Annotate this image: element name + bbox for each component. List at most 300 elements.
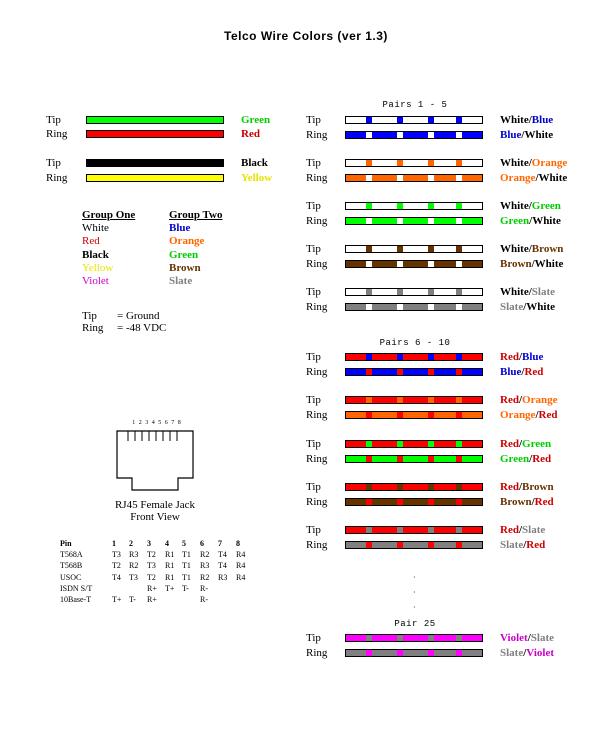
wire-stripe bbox=[397, 175, 403, 181]
ellipsis-dot: · bbox=[413, 573, 416, 582]
wire-stripe bbox=[428, 304, 434, 310]
slash: / bbox=[521, 366, 525, 378]
secondary-color-name: Brown bbox=[500, 496, 532, 508]
secondary-color-name: Brown bbox=[531, 243, 564, 255]
wire-stripe bbox=[456, 304, 462, 310]
wire-stripe bbox=[428, 261, 434, 267]
pin-table-cell: R4 bbox=[236, 550, 246, 560]
secondary-color-name: Slate bbox=[522, 524, 546, 536]
pin-table bbox=[60, 539, 260, 609]
slash: / bbox=[523, 301, 527, 313]
ring-label: Ring bbox=[306, 301, 328, 313]
wire-stripe bbox=[456, 456, 462, 462]
ring-label: Ring bbox=[46, 128, 68, 140]
wire-stripe bbox=[456, 261, 462, 267]
secondary-color-name: Orange bbox=[500, 409, 536, 421]
group-one-item: Yellow bbox=[82, 261, 114, 274]
secondary-color-name: Slate bbox=[500, 647, 524, 659]
ring-color-name bbox=[500, 366, 543, 378]
wire-stripe bbox=[428, 397, 434, 403]
pin-table-cell: T568B bbox=[60, 561, 83, 571]
wire-stripe bbox=[428, 246, 434, 252]
pin-table-cell: T1 bbox=[182, 561, 191, 571]
wire-stripe bbox=[366, 484, 372, 490]
striped-wire bbox=[345, 303, 483, 311]
pin-table-cell: R1 bbox=[165, 561, 175, 571]
primary-color-name: White bbox=[532, 215, 561, 227]
tip-label: Tip bbox=[46, 114, 61, 126]
wire-stripe bbox=[456, 527, 462, 533]
ring-label: Ring bbox=[306, 129, 328, 141]
wire-stripe bbox=[428, 484, 434, 490]
slash: / bbox=[528, 200, 532, 212]
group-one-item: Violet bbox=[82, 275, 109, 288]
wire-stripe bbox=[428, 160, 434, 166]
slash: / bbox=[528, 157, 532, 169]
wire-stripe bbox=[428, 412, 434, 418]
pair-25-header: Pair 25 bbox=[394, 619, 436, 629]
wire-stripe bbox=[456, 412, 462, 418]
page-title: Telco Wire Colors (ver 1.3) bbox=[224, 29, 388, 43]
primary-color-name: Red bbox=[500, 481, 519, 493]
wire-stripe bbox=[366, 117, 372, 123]
striped-wire bbox=[345, 649, 483, 657]
primary-color-name: Red bbox=[500, 351, 519, 363]
secondary-color-name: Green bbox=[500, 215, 530, 227]
striped-wire bbox=[345, 541, 483, 549]
wire-stripe bbox=[397, 499, 403, 505]
wire-stripe bbox=[428, 527, 434, 533]
pin-table-cell: R1 bbox=[165, 550, 175, 560]
pin-table-cell: R4 bbox=[236, 561, 246, 571]
wire-stripe bbox=[397, 304, 403, 310]
ring-label: Ring bbox=[306, 453, 328, 465]
ring-color-name: Yellow bbox=[241, 172, 273, 184]
secondary-color-name: Slate bbox=[500, 539, 524, 551]
pin-table-cell: R- bbox=[200, 583, 208, 593]
tip-label: Tip bbox=[306, 632, 321, 644]
pairs-1-5-header: Pairs 1 - 5 bbox=[382, 100, 448, 110]
secondary-color-name: Blue bbox=[531, 114, 554, 126]
striped-wire bbox=[345, 260, 483, 268]
wire-stripe bbox=[366, 289, 372, 295]
pin-table-cell: R3 bbox=[200, 561, 210, 571]
pin-table-cell: T568A bbox=[60, 550, 83, 560]
tip-color-name bbox=[500, 157, 567, 169]
ring-color-name bbox=[500, 647, 554, 659]
legend-label: Ring bbox=[82, 322, 104, 334]
wire-stripe bbox=[456, 246, 462, 252]
jack-caption-line1: RJ45 Female Jack bbox=[114, 499, 196, 511]
wire-stripe bbox=[366, 441, 372, 447]
ring-color-name bbox=[500, 453, 551, 465]
primary-color-name: White bbox=[500, 114, 529, 126]
secondary-color-name: Orange bbox=[531, 157, 568, 169]
striped-wire bbox=[345, 483, 483, 491]
wire-stripe bbox=[366, 456, 372, 462]
tip-color-name bbox=[500, 243, 563, 255]
wire-stripe bbox=[456, 175, 462, 181]
striped-wire bbox=[345, 455, 483, 463]
ring-label: Ring bbox=[306, 647, 328, 659]
legend-value: = Ground bbox=[117, 310, 160, 322]
ring-label: Ring bbox=[306, 366, 328, 378]
slash: / bbox=[518, 481, 523, 493]
tip-color-name bbox=[500, 114, 553, 126]
slash: / bbox=[523, 539, 527, 551]
wire-stripe bbox=[397, 542, 403, 548]
striped-wire bbox=[345, 174, 483, 182]
pin-table-cell: T3 bbox=[147, 561, 156, 571]
secondary-color-name: Slate bbox=[500, 301, 524, 313]
primary-color-name: White bbox=[500, 243, 529, 255]
ring-color-name bbox=[500, 409, 557, 421]
slash: / bbox=[518, 524, 523, 536]
tip-label: Tip bbox=[306, 351, 321, 363]
striped-wire bbox=[345, 498, 483, 506]
wire-stripe bbox=[456, 542, 462, 548]
wire-stripe bbox=[428, 203, 434, 209]
tip-color-name bbox=[500, 286, 555, 298]
slash: / bbox=[528, 114, 532, 126]
group-two-item: Brown bbox=[169, 261, 201, 274]
ring-wire bbox=[86, 174, 224, 182]
slash: / bbox=[535, 172, 539, 184]
group-two-item: Blue bbox=[169, 222, 191, 234]
wire-stripe bbox=[428, 354, 434, 360]
primary-color-name: Red bbox=[532, 453, 552, 465]
tip-label: Tip bbox=[306, 114, 321, 126]
striped-wire bbox=[345, 245, 483, 253]
wire-stripe bbox=[428, 635, 434, 641]
legend-value: = -48 VDC bbox=[117, 322, 167, 334]
slash: / bbox=[531, 496, 535, 508]
tip-label: Tip bbox=[306, 438, 321, 450]
slash: / bbox=[529, 215, 533, 227]
pin-table-header-cell: 4 bbox=[165, 539, 169, 548]
ring-color-name bbox=[500, 172, 567, 184]
pin-table-cell: T2 bbox=[112, 561, 121, 571]
group-two-header: Group Two bbox=[169, 209, 223, 221]
wire-stripe bbox=[366, 203, 372, 209]
pin-table-header-cell: 5 bbox=[182, 539, 186, 548]
wire-stripe bbox=[456, 117, 462, 123]
secondary-color-name: Slate bbox=[530, 632, 554, 644]
wire-stripe bbox=[397, 441, 403, 447]
pin-table-cell: R2 bbox=[129, 561, 139, 571]
striped-wire bbox=[345, 526, 483, 534]
wire-stripe bbox=[428, 175, 434, 181]
slash: / bbox=[528, 286, 532, 298]
ring-color-name bbox=[500, 301, 555, 313]
primary-color-name: Red bbox=[526, 539, 546, 551]
primary-color-name: Red bbox=[524, 366, 544, 378]
group-one-header: Group One bbox=[82, 209, 136, 221]
group-two-item: Slate bbox=[169, 275, 193, 288]
wire-stripe bbox=[456, 132, 462, 138]
wire-stripe bbox=[397, 635, 403, 641]
ring-label: Ring bbox=[306, 258, 328, 270]
primary-color-name: White bbox=[500, 286, 529, 298]
wire-stripe bbox=[397, 456, 403, 462]
wire-stripe bbox=[366, 635, 372, 641]
wire-stripe bbox=[366, 261, 372, 267]
wire-stripe bbox=[456, 218, 462, 224]
wire-stripe bbox=[428, 499, 434, 505]
pin-table-header-cell: 3 bbox=[147, 539, 151, 548]
secondary-color-name: Blue bbox=[522, 351, 544, 363]
wire-stripe bbox=[456, 203, 462, 209]
tip-label: Tip bbox=[306, 200, 321, 212]
tip-wire bbox=[86, 116, 224, 124]
pin-table-cell: T2 bbox=[147, 572, 156, 582]
wire-stripe bbox=[456, 484, 462, 490]
primary-color-name: Red bbox=[500, 438, 519, 450]
primary-color-name: White bbox=[500, 200, 529, 212]
group-one-item: Red bbox=[82, 235, 100, 248]
pin-table-cell: T1 bbox=[182, 550, 191, 560]
pin-table-cell: T4 bbox=[112, 572, 121, 582]
secondary-color-name: Brown bbox=[500, 258, 532, 270]
tip-label: Tip bbox=[306, 286, 321, 298]
wire-stripe bbox=[397, 527, 403, 533]
pin-table-cell: T- bbox=[129, 595, 136, 604]
wire-stripe bbox=[428, 117, 434, 123]
slash: / bbox=[535, 409, 539, 421]
wire-stripe bbox=[366, 304, 372, 310]
ring-color-name: Red bbox=[241, 128, 260, 140]
wire-stripe bbox=[428, 456, 434, 462]
wire-stripe bbox=[366, 527, 372, 533]
slash: / bbox=[527, 632, 531, 644]
tip-color-name bbox=[500, 200, 561, 212]
striped-wire bbox=[345, 131, 483, 139]
wire-stripe bbox=[366, 160, 372, 166]
wire-stripe bbox=[366, 499, 372, 505]
wire-stripe bbox=[456, 369, 462, 375]
wire-stripe bbox=[366, 650, 372, 656]
slash: / bbox=[523, 647, 527, 659]
slash: / bbox=[518, 438, 523, 450]
pin-table-cell: T+ bbox=[112, 595, 122, 604]
striped-wire bbox=[345, 159, 483, 167]
secondary-color-name: Brown bbox=[522, 481, 554, 493]
tip-color-name bbox=[500, 632, 554, 644]
striped-wire bbox=[345, 396, 483, 404]
primary-color-name: Violet bbox=[526, 647, 554, 659]
pin-table-cell: R4 bbox=[236, 572, 246, 582]
tip-label: Tip bbox=[306, 243, 321, 255]
secondary-color-name: Green bbox=[500, 453, 530, 465]
tip-color-name bbox=[500, 481, 554, 493]
pin-table-cell: R- bbox=[200, 595, 208, 604]
wire-stripe bbox=[397, 354, 403, 360]
wire-stripe bbox=[366, 132, 372, 138]
pin-table-cell: R3 bbox=[218, 572, 228, 582]
pin-table-cell: R+ bbox=[147, 583, 157, 593]
tip-label: Tip bbox=[306, 481, 321, 493]
pin-table-cell: T+ bbox=[165, 583, 175, 593]
rj45-jack-diagram bbox=[114, 428, 196, 494]
wire-stripe bbox=[456, 635, 462, 641]
pin-table-cell: USOC bbox=[60, 572, 82, 582]
pin-table-cell: R1 bbox=[165, 572, 175, 582]
wire-stripe bbox=[456, 650, 462, 656]
wire-stripe bbox=[397, 246, 403, 252]
pin-table-cell: 10Base-T bbox=[60, 595, 92, 604]
wire-stripe bbox=[456, 397, 462, 403]
striped-wire bbox=[345, 353, 483, 361]
wire-stripe bbox=[428, 289, 434, 295]
tip-color-name bbox=[500, 351, 543, 363]
ring-color-name bbox=[500, 258, 563, 270]
ring-label: Ring bbox=[46, 172, 68, 184]
wire-stripe bbox=[456, 160, 462, 166]
slash: / bbox=[518, 351, 523, 363]
group-one-item: Black bbox=[82, 248, 109, 261]
primary-color-name: White bbox=[524, 129, 554, 141]
tip-label: Tip bbox=[46, 157, 61, 169]
ring-label: Ring bbox=[306, 496, 328, 508]
wire-stripe bbox=[366, 218, 372, 224]
ellipsis-dot: · bbox=[413, 588, 416, 597]
pin-table-header-cell: 2 bbox=[129, 539, 133, 548]
wire-stripe bbox=[366, 397, 372, 403]
tip-color-name bbox=[500, 394, 557, 406]
primary-color-name: White bbox=[526, 301, 556, 313]
ring-wire bbox=[86, 130, 224, 138]
primary-color-name: Red bbox=[538, 409, 558, 421]
ring-color-name bbox=[500, 215, 561, 227]
secondary-color-name: Green bbox=[531, 200, 561, 212]
slash: / bbox=[529, 453, 533, 465]
pin-table-cell: T3 bbox=[112, 550, 121, 560]
wire-stripe bbox=[397, 132, 403, 138]
wire-stripe bbox=[397, 484, 403, 490]
wire-stripe bbox=[456, 499, 462, 505]
wire-stripe bbox=[397, 117, 403, 123]
wire-stripe bbox=[397, 289, 403, 295]
striped-wire bbox=[345, 411, 483, 419]
ring-color-name bbox=[500, 129, 553, 141]
ring-label: Ring bbox=[306, 172, 328, 184]
pin-table-cell: T4 bbox=[218, 550, 227, 560]
ring-color-name bbox=[500, 496, 554, 508]
secondary-color-name: Orange bbox=[500, 172, 536, 184]
wire-stripe bbox=[456, 289, 462, 295]
wire-stripe bbox=[397, 203, 403, 209]
legend-label: Tip bbox=[82, 310, 97, 322]
wire-stripe bbox=[397, 369, 403, 375]
pin-table-cell: R2 bbox=[200, 550, 210, 560]
pin-table-header-cell: 6 bbox=[200, 539, 204, 548]
wire-stripe bbox=[397, 650, 403, 656]
wire-stripe bbox=[428, 542, 434, 548]
slash: / bbox=[518, 394, 523, 406]
striped-wire bbox=[345, 368, 483, 376]
ring-label: Ring bbox=[306, 215, 328, 227]
pin-table-header-cell: 8 bbox=[236, 539, 240, 548]
wire-stripe bbox=[428, 650, 434, 656]
ring-label: Ring bbox=[306, 539, 328, 551]
wire-stripe bbox=[456, 354, 462, 360]
wire-stripe bbox=[366, 369, 372, 375]
wire-stripe bbox=[428, 132, 434, 138]
primary-color-name: Violet bbox=[500, 632, 528, 644]
tip-color-name: Black bbox=[241, 157, 268, 169]
wire-stripe bbox=[366, 412, 372, 418]
tip-color-name bbox=[500, 438, 551, 450]
pin-table-cell: T1 bbox=[182, 572, 191, 582]
wire-stripe bbox=[397, 397, 403, 403]
slash: / bbox=[521, 129, 525, 141]
wire-stripe bbox=[397, 218, 403, 224]
pin-table-cell: T- bbox=[182, 583, 189, 593]
wire-stripe bbox=[397, 160, 403, 166]
secondary-color-name: Green bbox=[522, 438, 552, 450]
pin-table-header-cell: 1 bbox=[112, 539, 116, 548]
ellipsis-dot: · bbox=[413, 603, 416, 612]
pin-table-cell: T2 bbox=[147, 550, 156, 560]
primary-color-name: Red bbox=[500, 524, 519, 536]
secondary-color-name: Orange bbox=[522, 394, 558, 406]
wire-stripe bbox=[428, 218, 434, 224]
pin-table-cell: R3 bbox=[129, 550, 139, 560]
striped-wire bbox=[345, 634, 483, 642]
wire-stripe bbox=[428, 441, 434, 447]
group-two-item: Green bbox=[169, 248, 199, 261]
wire-stripe bbox=[366, 246, 372, 252]
striped-wire bbox=[345, 440, 483, 448]
striped-wire bbox=[345, 202, 483, 210]
striped-wire bbox=[345, 217, 483, 225]
pin-table-cell: R+ bbox=[147, 595, 157, 604]
primary-color-name: White bbox=[500, 157, 529, 169]
ring-color-name bbox=[500, 539, 545, 551]
striped-wire bbox=[345, 288, 483, 296]
wire-stripe bbox=[397, 261, 403, 267]
striped-wire bbox=[345, 116, 483, 124]
pin-table-header-cell: 7 bbox=[218, 539, 222, 548]
wire-stripe bbox=[366, 542, 372, 548]
ring-label: Ring bbox=[306, 409, 328, 421]
tip-label: Tip bbox=[306, 394, 321, 406]
secondary-color-name: Blue bbox=[500, 366, 522, 378]
slash: / bbox=[531, 258, 535, 270]
jack-pin-numbers: 1 2 3 4 5 6 7 8 bbox=[132, 420, 182, 426]
group-one-item: White bbox=[82, 222, 109, 234]
pin-table-cell: T3 bbox=[129, 572, 138, 582]
pin-table-cell: R2 bbox=[200, 572, 210, 582]
primary-color-name: White bbox=[538, 172, 568, 184]
slash: / bbox=[528, 243, 532, 255]
tip-color-name bbox=[500, 524, 545, 536]
primary-color-name: Red bbox=[500, 394, 519, 406]
wire-stripe bbox=[428, 369, 434, 375]
tip-wire bbox=[86, 159, 224, 167]
pin-table-cell: T4 bbox=[218, 561, 227, 571]
tip-label: Tip bbox=[306, 524, 321, 536]
tip-label: Tip bbox=[306, 157, 321, 169]
jack-caption-line2: Front View bbox=[130, 511, 180, 523]
pin-table-header-cell: Pin bbox=[60, 539, 72, 548]
primary-color-name: Red bbox=[534, 496, 554, 508]
pin-table-cell: ISDN S/T bbox=[60, 583, 93, 593]
wire-stripe bbox=[366, 354, 372, 360]
pairs-6-10-header: Pairs 6 - 10 bbox=[379, 338, 451, 348]
secondary-color-name: Slate bbox=[531, 286, 556, 298]
wire-stripe bbox=[456, 441, 462, 447]
